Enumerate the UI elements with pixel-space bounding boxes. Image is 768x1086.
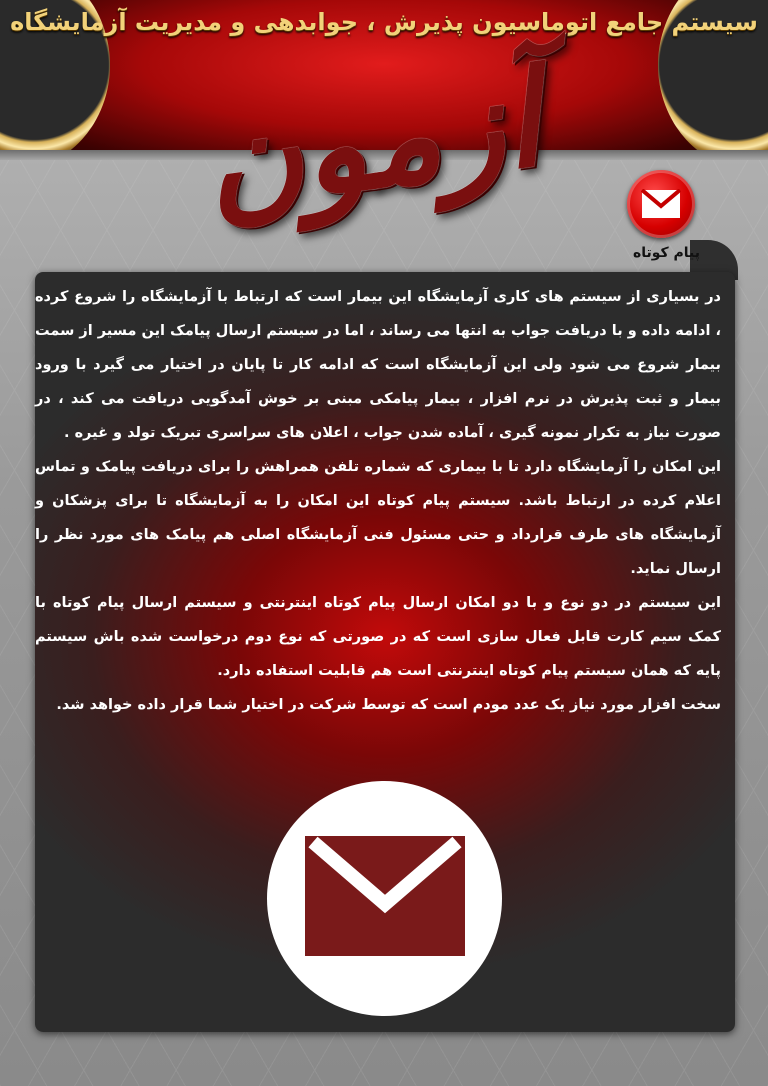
logo-text: آزمون [194,41,550,242]
paragraph: سخت افزار مورد نیاز یک عدد مودم است که توسط شرکت در اختیار شما قرار داده خواهد شد. [56,697,721,713]
section-title: پیام کوتاه [632,245,700,261]
paragraph: در بسیاری از سیستم های کاری آزمایشگاه این بیمار است که ارتباط با آزمایشگاه را شروع کرده ، ادامه داده و با دریافت جواب به انتها می رساند ، اما در سیستم ارسال پیامک این مسیر از سمت بیمار شروع می شود ولی این آزمایشگاه است که ادامه کار تا پایان در اختیار می گیرد با ورود بیمار و ثبت پذیرش در نرم افزار ، بیمار پیامکی مبنی بر خوش آمدگویی دریافت می کند ، در صورت نیاز به تکرار نمونه گیری ، آماده شدن جواب ، اعلان های سراسری تبریک تولد و غیره . [35,289,721,441]
envelope-icon [627,170,695,238]
large-envelope-icon [267,781,502,1016]
body-text [35,280,729,722]
azmoon-logo [194,40,550,250]
paragraph: این امکان را آزمایشگاه دارد تا با بیماری که شماره تلفن همراهش را برای دریافت پیامک و تماس اعلام کرده در ارتباط باشد. سیستم پیام کوتاه این امکان را به آزمایشگاه تا برای پزشکان و آزمایشگاه های طرف قرارداد و حتی مسئول فنی آزمایشگاه اصلی هم پیامک های مورد نظر را ارسال نماید. [35,459,721,577]
header-title: سیستم جامع اتوماسیون پذیرش ، جوابدهی و مدیریت آزمایشگاه [10,8,758,36]
paragraph: این سیستم در دو نوع و با دو امکان ارسال پیام کوتاه اینترنتی و سیستم ارسال پیام کوتاه با کمک سیم کارت قابل فعال سازی است که در صورتی که نوع دوم درخواست شده باش سیستم پایه که همان سیستم پیام کوتاه اینترنتی است هم قابلیت استفاده دارد. [35,595,721,679]
